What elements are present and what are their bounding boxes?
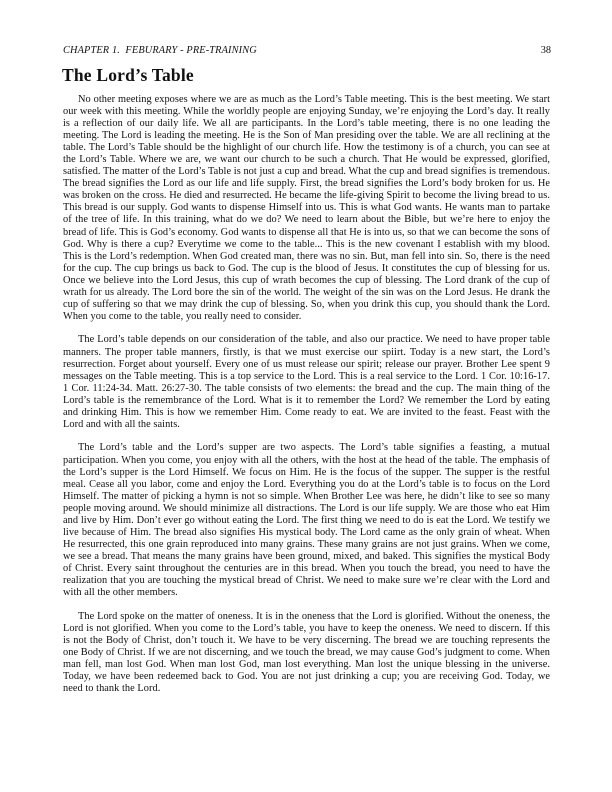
page-body bbox=[63, 94, 550, 695]
paragraph: The Lord’s table and the Lord’s supper are two aspects. The Lord’s table signifies a feasting, a mutual participation. When you come, you enjoy with all the others, with the host at the head of the table. The emphasis of the Lord’s supper is the Lord Himself. We focus on Him. He is the focus of the supper. The supper is the restful meal. Cease all you labor, come and enjoy the Lord. Everything you do at the Lord’s table is to focus on the Lord Himself. The matter of picking a hymn is not so simple. When Brother Lee was here, he didn’t like to see so many people moving around. We should minimize all distractions. The Lord is our life supply. We are those who eat Him and live by Him. Don’t ever go without eating the Lord. The first thing we need to do is eat the Lord. We testify we live because of Him. The bread also signifies His mystical body. The Lord came as the only grain of wheat. When He resurrected, this one grain reproduced into many grains. These many grains are not just grains. When we come, we see a bread. That means the many grains have been ground, mixed, and baked. This signifies the mystical Body of Christ. Every saint throughout the centuries are in this bread. When you touch the bread, you need to have the realization that you are touching the mystical bread of Christ. We need to make sure we’re clear with the Lord and with all the other members. bbox=[63, 442, 550, 599]
paragraph: The Lord spoke on the matter of oneness. It is in the oneness that the Lord is glorified. Without the oneness, the Lord is not glorified. When you come to the Lord’s table, you have to keep the oneness. We need to discern. If this is not the Body of Christ, don’t touch it. We have to be very discerning. The bread we are touching represents the one Body of Christ. If we are not discerning, and we touch the bread, we may cause God’s judgment to come. When man fell, man lost God. When man lost God, man lost everything. Man lost the unique blessing in the universe. Today, we have been redeemed back to God. You are not just drinking a cup; you are receiving God. Today, we need to thank the Lord. bbox=[63, 610, 550, 694]
paragraph: No other meeting exposes where we are as much as the Lord’s Table meeting. This is the best meeting. We start our week with this meeting. While the worldly people are enjoying Sunday, we’re enjoying the Lord’s day. It really is a reflection of our daily life. We all are participants. In the Lord’s table meeting, there is no one leading the meeting. The Lord is leading the meeting. He is the Son of Man presiding over the table. We are all reclining at the table. The Lord’s Table should be the highlight of our church life. How the testimony is of a church, you can see at the Lord’s Table. Where we are, we want our church to be such a church. That He would be expressed, glorified, satisfied. The matter of the Lord’s Table is not just a cup and bread. What the cup and bread signifies is tremendous. The bread signifies the Lord as our life and life supply. First, the bread signifies the Lord’s body broken for us. He was broken on the cross. He died and resurrected. He became the life-giving Spirit to become the living bread to us. This bread is our supply. God wants to dispense Himself into us. This is what God wants. He wants man to partake of the tree of life. In this training, what do we do? We need to learn about the Bible, but we’re here to enjoy the bread of life. This is God’s economy. God wants to dispense all that He is into us, so that we can become the sons of God. Why is there a cup? Everytime we come to the table... This is the new covenant I establish with my blood. This is the Lord’s redemption. When God created man, there was no sin. But, man fell into sin. So, there is the need for the cup. The cup brings us back to God. The cup is the blood of Jesus. It constitutes the cup of blessing for us. Once we believe into the Lord Jesus, this cup of wrath becomes the cup of blessing. The Lord drank of the cup of wrath for us already. The Lord bore the sin of the world. The weight of the sin was on the Lord Jesus. He drank the cup of suffering so that we may drink the cup of blessing. So, when you drink this cup, you should thank the Lord. When you come to the table, you really need to consider. bbox=[63, 94, 550, 322]
section-title: The Lord’s Table bbox=[62, 65, 194, 85]
running-header bbox=[63, 45, 551, 57]
paragraph: The Lord’s table depends on our consideration of the table, and also our practice. We need to have proper table manners. The proper table manners, firstly, is that we must exercise our spiirt. Today is a new start, the Lord’s resurrection. Forget about yourself. Every one of us must release our spirit; release our prayer. Brother Lee spent 9 messages on the Table meeting. This is a top service to the Lord. This is a real service to the Lord. 1 Cor. 10:16-17. 1 Cor. 11:24-34. Matt. 26:27-30. The table consists of two elements: the bread and the cup. The main thing of the Lord’s table is the remembrance of the Lord. What is it to remember the Lord? We remember the Lord by eating and drinking Him. This is how we remember Him. Come ready to eat. We are invited to the feast. Feast with the Lord and with all the saints. bbox=[63, 334, 550, 430]
page-number: 38 bbox=[540, 45, 551, 56]
running-header-chapter-title: CHAPTER 1. FEBURARY - PRE-TRAINING bbox=[63, 45, 257, 56]
